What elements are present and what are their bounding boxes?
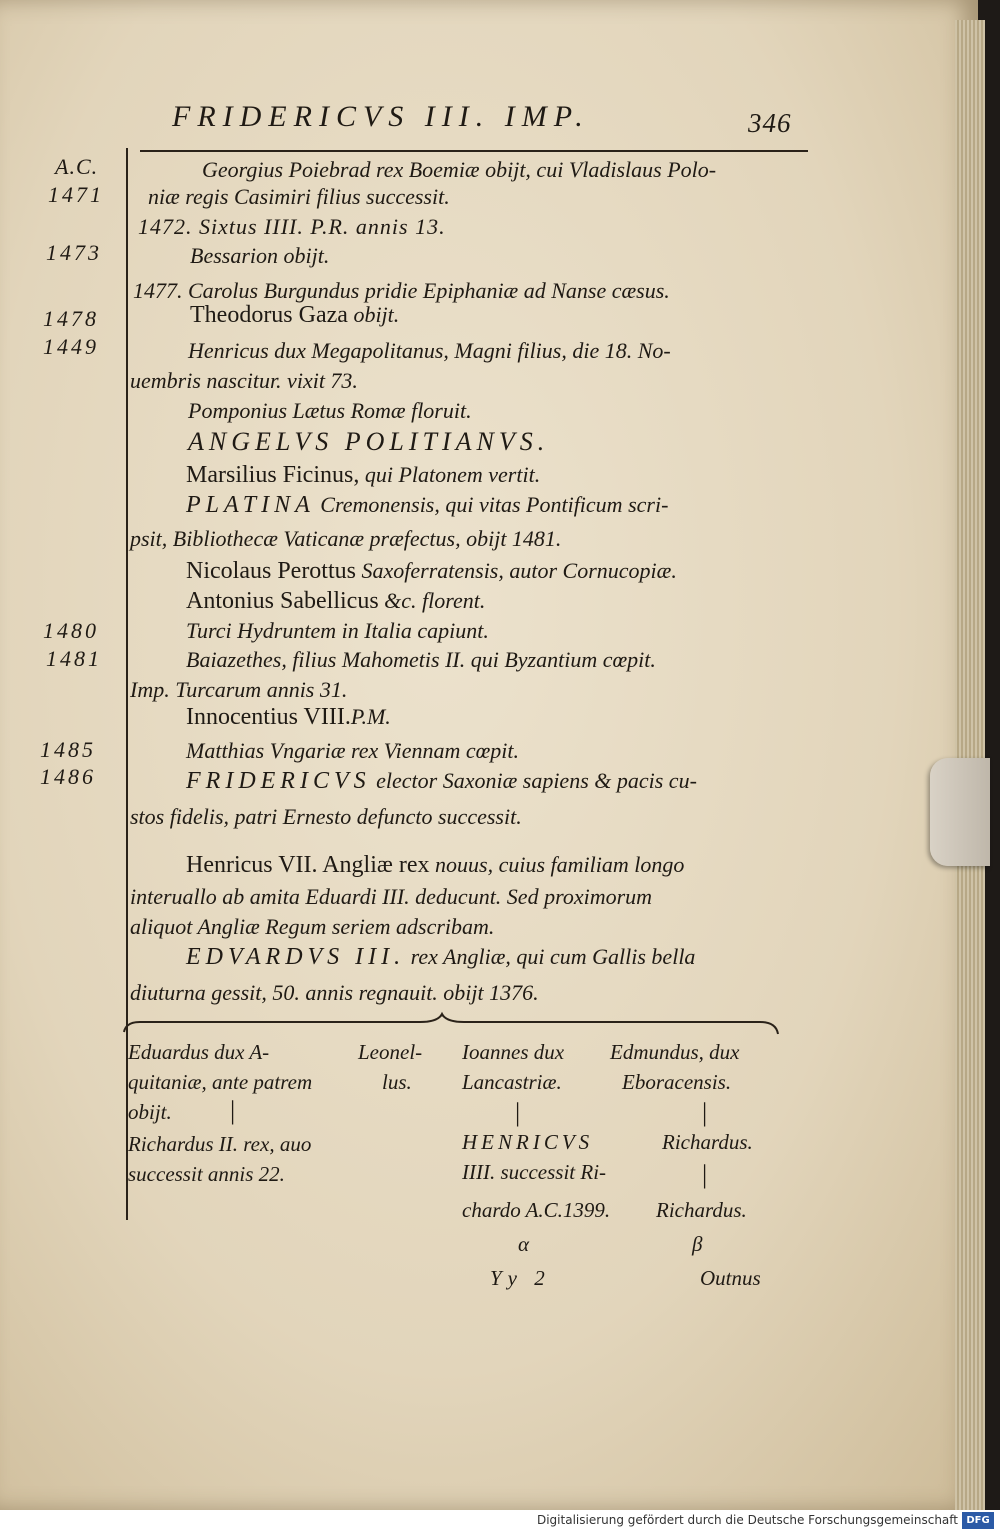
catchword: Outnus	[700, 1266, 761, 1290]
signature-mark: Yy 2	[490, 1266, 551, 1290]
tree-eduardus-1: Eduardus dux A-	[128, 1040, 270, 1064]
tree-connector: |	[702, 1098, 708, 1127]
margin-year: 1449	[43, 334, 99, 359]
genealogy-brace	[120, 1010, 790, 1040]
text-line: aliquot Angliæ Regum seriem adscribam.	[130, 914, 495, 939]
tree-henricus-1: HENRICVS	[462, 1130, 594, 1154]
text-line: Pomponius Lætus Romæ floruit.	[188, 398, 472, 423]
name-caps: EDVARDVS III.	[186, 944, 406, 970]
name-roman: Marsilius Ficinus,	[186, 462, 360, 488]
tree-connector: |	[515, 1098, 521, 1127]
text-fragment: P.M.	[350, 704, 391, 729]
tree-edmundus-1: Edmundus, dux	[610, 1040, 740, 1064]
tree-henricus-2: IIII. successit Ri-	[462, 1160, 607, 1184]
margin-year: 1486	[40, 764, 96, 789]
section-heading: ANGELVS POLITIANVS.	[188, 427, 550, 456]
tree-richardus-ii-2: successit annis 22.	[128, 1162, 285, 1186]
header-title: FRIDERICVS III. IMP.	[172, 100, 590, 133]
margin-year: 1481	[46, 646, 102, 671]
text-line: Georgius Poiebrad rex Boemiæ obijt, cui Vladislaus Polo-	[202, 157, 717, 182]
name-roman: Antonius Sabellicus	[186, 588, 379, 614]
text-line: Baiazethes, filius Mahometis II. qui Byzantium cœpit.	[186, 647, 656, 672]
text-line: psit, Bibliothecæ Vaticanæ præfectus, obijt 1481.	[130, 526, 562, 551]
text-line: stos fidelis, patri Ernesto defuncto successit.	[130, 804, 522, 829]
tree-leonellus-1: Leonel-	[358, 1040, 423, 1064]
text-line: uembris nascitur. vixit 73.	[130, 368, 358, 393]
tree-richardus-1: Richardus.	[662, 1130, 753, 1154]
tree-ioannes-2: Lancastriæ.	[462, 1070, 562, 1094]
text-fragment: nouus, cuius familiam longo	[435, 852, 685, 877]
text-line: Bessarion obijt.	[190, 243, 330, 268]
name-roman: Henricus VII. Angliæ rex	[186, 852, 430, 878]
name-caps: FRIDERICVS	[186, 768, 371, 794]
name-roman: Innocentius VIII.	[186, 704, 351, 730]
tree-ioannes-1: Ioannes dux	[462, 1040, 565, 1064]
text-line: Henricus dux Megapolitanus, Magni filius, die 18. No-	[188, 338, 671, 363]
margin-year: 1478	[43, 306, 99, 331]
margin-heading: A.C.	[55, 154, 99, 179]
text-line: Imp. Turcarum annis 31.	[130, 677, 348, 702]
footer-text: Digitalisierung gefördert durch die Deutsche Forschungsgemeinschaft	[536, 1513, 958, 1527]
name-caps: PLATINA	[186, 492, 315, 518]
margin-year: 1480	[43, 618, 99, 643]
dfg-logo: DFG	[962, 1512, 994, 1529]
tree-edmundus-2: Eboracensis.	[622, 1070, 732, 1094]
running-header	[0, 100, 820, 140]
digitization-footer	[0, 1510, 1000, 1533]
text-fragment: Cremonensis, qui vitas Pontificum scri-	[320, 492, 669, 517]
text-fragment: rex Angliæ, qui cum Gallis bella	[410, 944, 696, 969]
text-fragment: &c. florent.	[384, 588, 486, 613]
tree-eduardus-3: obijt.	[128, 1100, 172, 1124]
tree-alpha: α	[518, 1232, 530, 1256]
text-fragment: Saxoferratensis, autor Cornucopiæ.	[361, 558, 677, 583]
tree-leonellus-2: lus.	[382, 1070, 412, 1094]
text-line: diuturna gessit, 50. annis regnauit. obijt 1376.	[130, 980, 539, 1005]
tree-connector: |	[230, 1096, 236, 1125]
text-line: Turci Hydruntem in Italia capiunt.	[186, 618, 489, 643]
tree-eduardus-2: quitaniæ, ante patrem	[128, 1070, 313, 1094]
page-number: 346	[748, 108, 792, 138]
text-line: interuallo ab amita Eduardi III. deducunt. Sed proximorum	[130, 884, 653, 909]
text-fragment: obijt.	[353, 302, 400, 327]
margin-year: 1473	[46, 240, 102, 265]
tree-richardus-ii-1: Richardus II. rex, auo	[128, 1132, 312, 1156]
text-line: niæ regis Casimiri filius successit.	[148, 184, 450, 209]
text-line: 1472. Sixtus IIII. P.R. annis 13.	[138, 214, 446, 239]
header-rule	[140, 150, 808, 152]
tree-connector: |	[702, 1160, 708, 1189]
text-line: 1477. Carolus Burgundus pridie Epiphaniæ ad Nanse cæsus.	[133, 278, 670, 303]
text-fragment: elector Saxoniæ sapiens & pacis cu-	[376, 768, 697, 793]
tree-henricus-3: chardo A.C.1399.	[462, 1198, 611, 1222]
name-roman: Nicolaus Perottus	[186, 558, 356, 584]
margin-year: 1485	[40, 737, 96, 762]
name-roman: Theodorus Gaza	[190, 302, 348, 328]
page-clip	[930, 758, 990, 866]
tree-beta: β	[692, 1232, 703, 1256]
text-fragment: qui Platonem vertit.	[364, 462, 541, 487]
text-line: Matthias Vngariæ rex Viennam cœpit.	[186, 738, 520, 763]
margin-year: 1471	[48, 182, 104, 207]
tree-richardus-2: Richardus.	[656, 1198, 747, 1222]
